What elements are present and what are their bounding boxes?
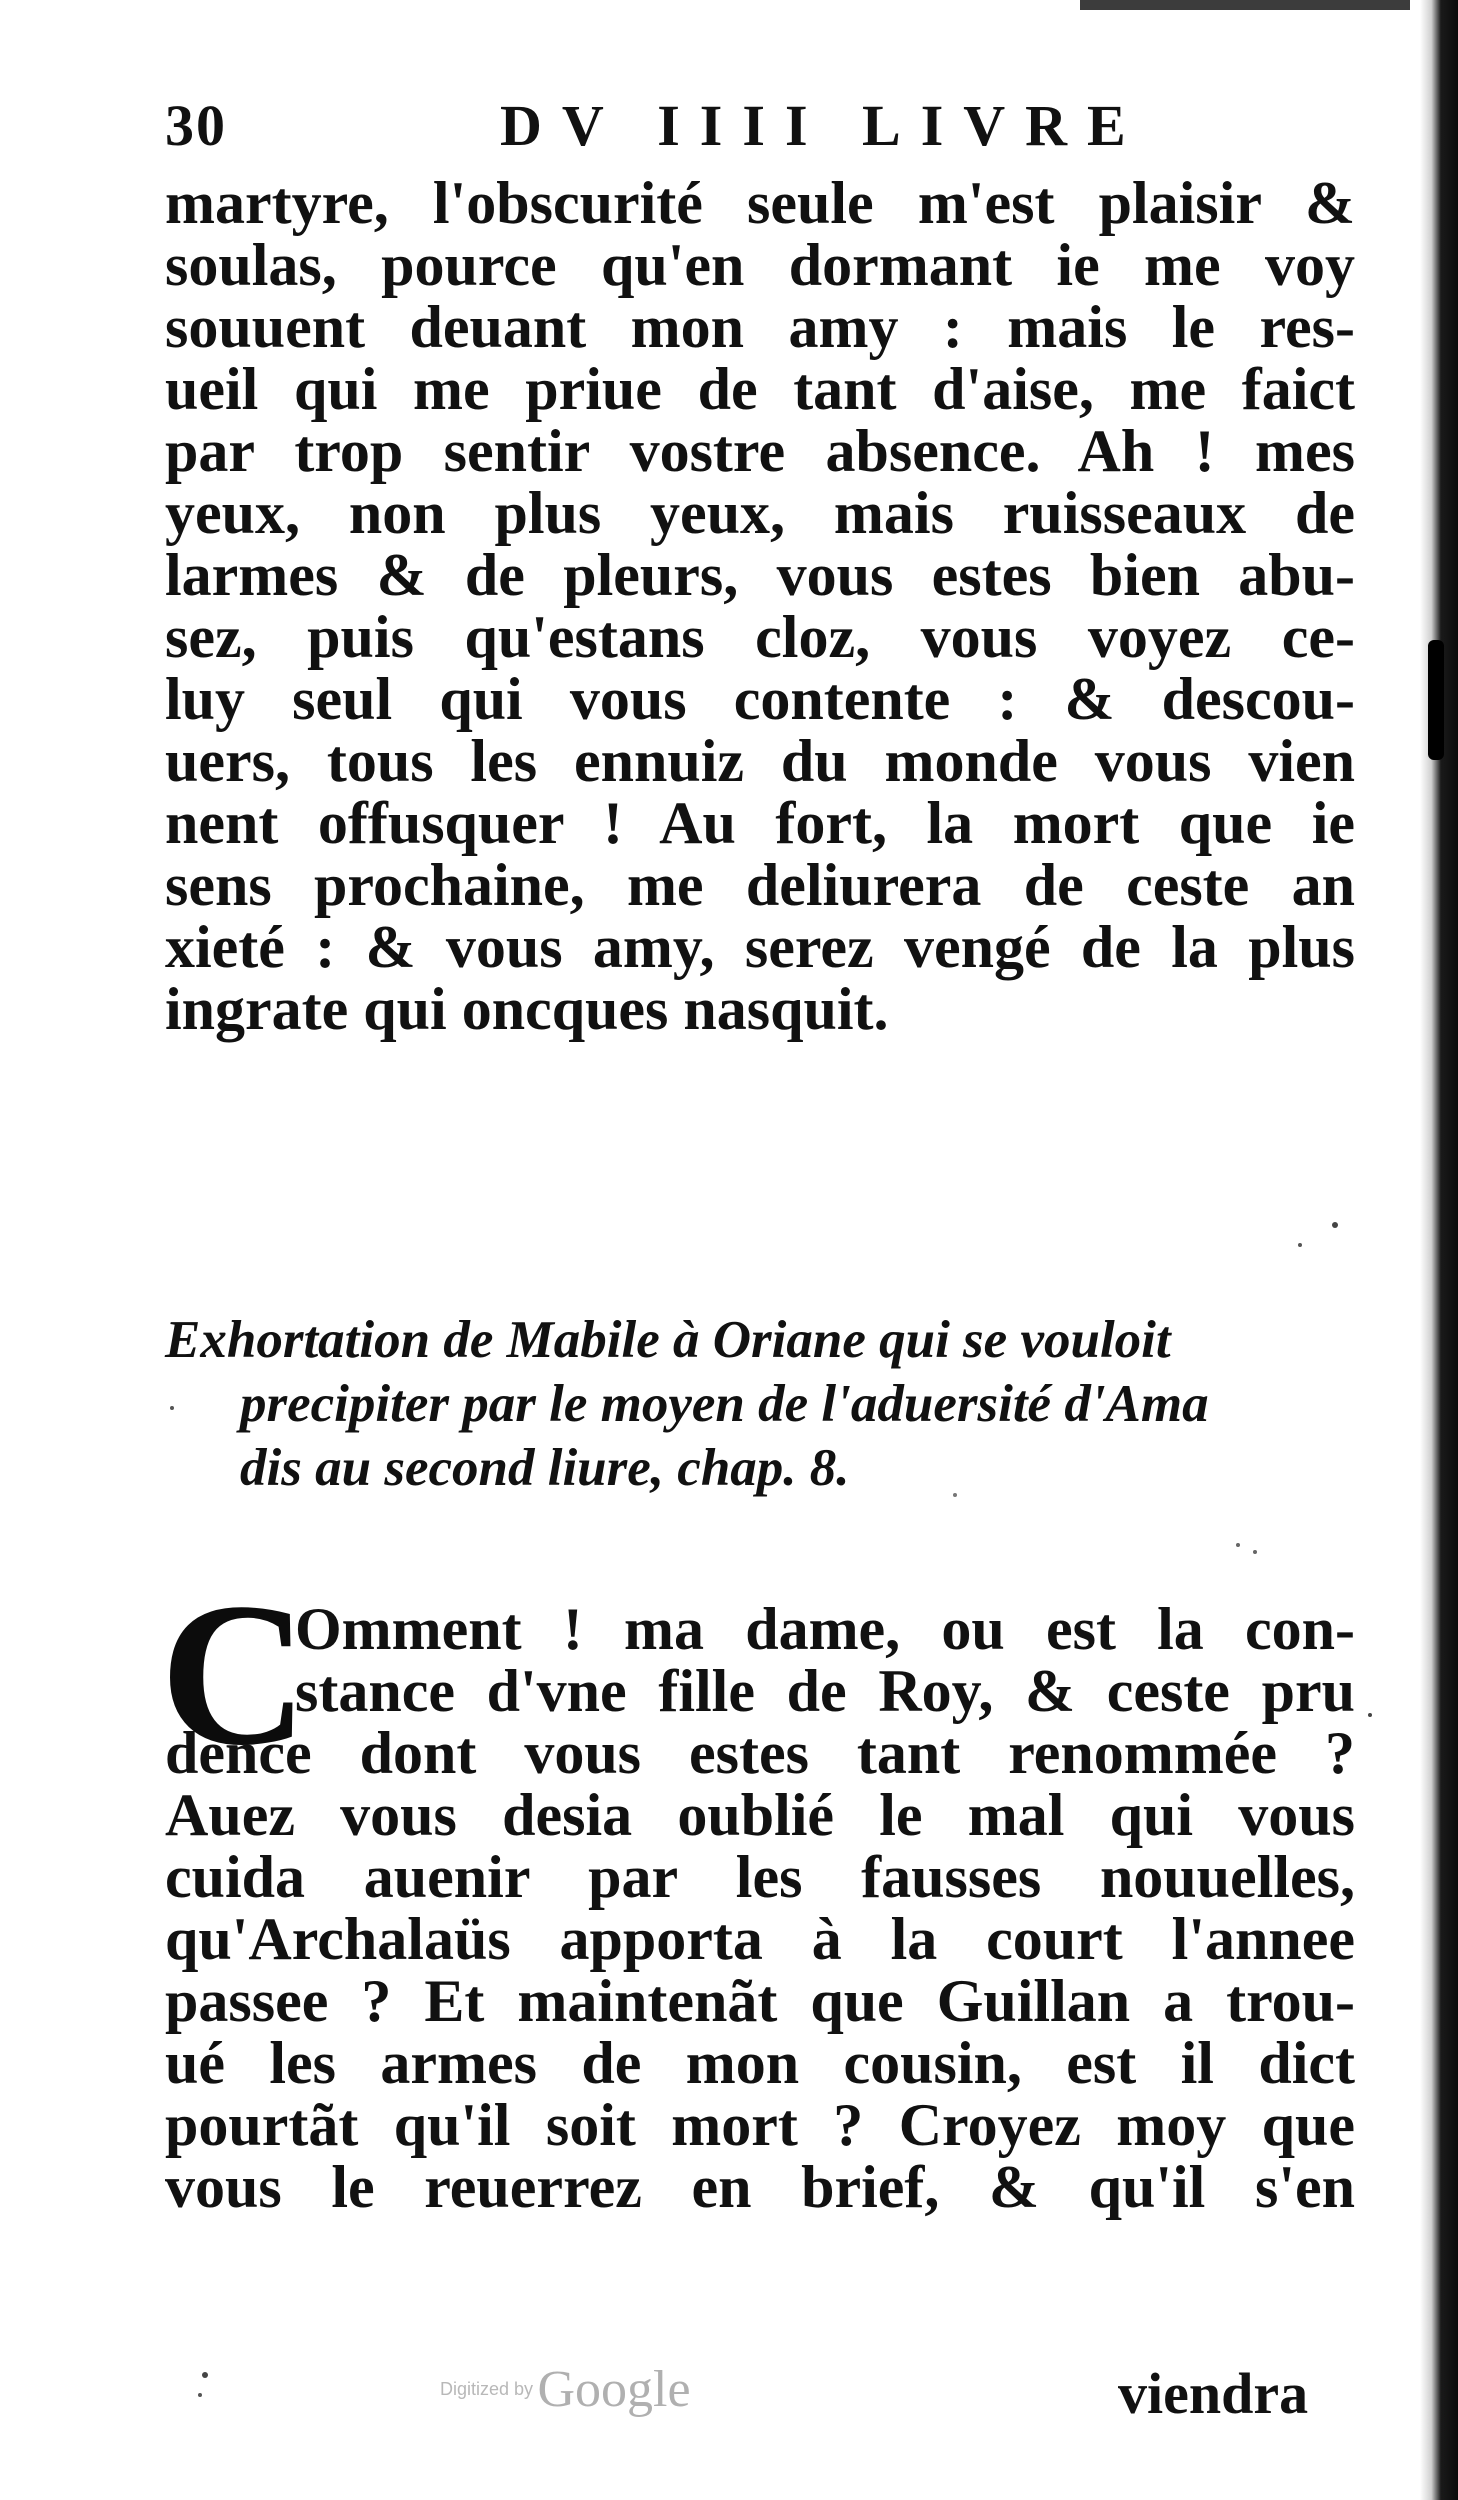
text-line: xieté : & vous amy, serez vengé de la plus (165, 914, 1355, 980)
text-line: yeux, non plus yeux, mais ruisseaux de (165, 480, 1355, 546)
text-line: passee ? Et maintenãt que Guillan a trou- (165, 1968, 1355, 2034)
text-line: qu'Archalaüs apporta à la court l'annee (165, 1906, 1355, 1972)
text-line: cuida auenir par les fausses nouuelles, (165, 1844, 1355, 1910)
text-line: sens prochaine, me deliurera de ceste an (165, 852, 1355, 918)
text-line: vous le reuerrez en brief, & qu'il s'en (165, 2154, 1355, 2220)
text-line: martyre, l'obscurité seule m'est plaisir & (165, 170, 1355, 236)
text-line: Omment ! ma dame, ou est la con- (295, 1596, 1355, 1662)
digitized-by-label: Digitized by (440, 2379, 534, 2399)
text-line: souuent deuant mon amy : mais le res- (165, 294, 1355, 360)
text-line: soulas, pource qu'en dormant ie me voy (165, 232, 1355, 298)
catchword: viendra (1118, 2361, 1309, 2426)
text-line: stance d'vne fille de Roy, & ceste pru (295, 1658, 1355, 1724)
text-line: sez, puis qu'estans cloz, vous voyez ce- (165, 604, 1355, 670)
text-line: nent offusquer ! Au fort, la mort que ie (165, 790, 1355, 856)
text-line: ueil qui me priue de tant d'aise, me faict (165, 356, 1355, 422)
text-line: luy seul qui vous contente : & descou- (165, 666, 1355, 732)
page-number: 30 (165, 93, 227, 158)
heading-line: Exhortation de Mabile à Oriane qui se vouloit (165, 1311, 1171, 1369)
drop-cap-initial: C (160, 1561, 309, 1788)
google-logo: Google (537, 2361, 691, 2418)
text-line: dence dont vous estes tant renommée ? (165, 1720, 1355, 1786)
heading-line: precipiter par le moyen de l'aduersité d'Ama (240, 1375, 1209, 1433)
text-line: par trop sentir vostre absence. Ah ! mes (165, 418, 1355, 484)
text-line: larmes & de pleurs, vous estes bien abu- (165, 542, 1355, 608)
text-line: uers, tous les ennuiz du monde vous vien (165, 728, 1355, 794)
heading-line: dis au second liure, chap. 8. (240, 1439, 850, 1497)
text-line: Auez vous desia oublié le mal qui vous (165, 1782, 1355, 1848)
running-head: DV IIII LIVRE (500, 93, 1146, 158)
text-line-last: ingrate qui oncques nasquit. (165, 976, 889, 1042)
text-line: pourtãt qu'il soit mort ? Croyez moy que (165, 2092, 1355, 2158)
text-line: ué les armes de mon cousin, est il dict (165, 2030, 1355, 2096)
